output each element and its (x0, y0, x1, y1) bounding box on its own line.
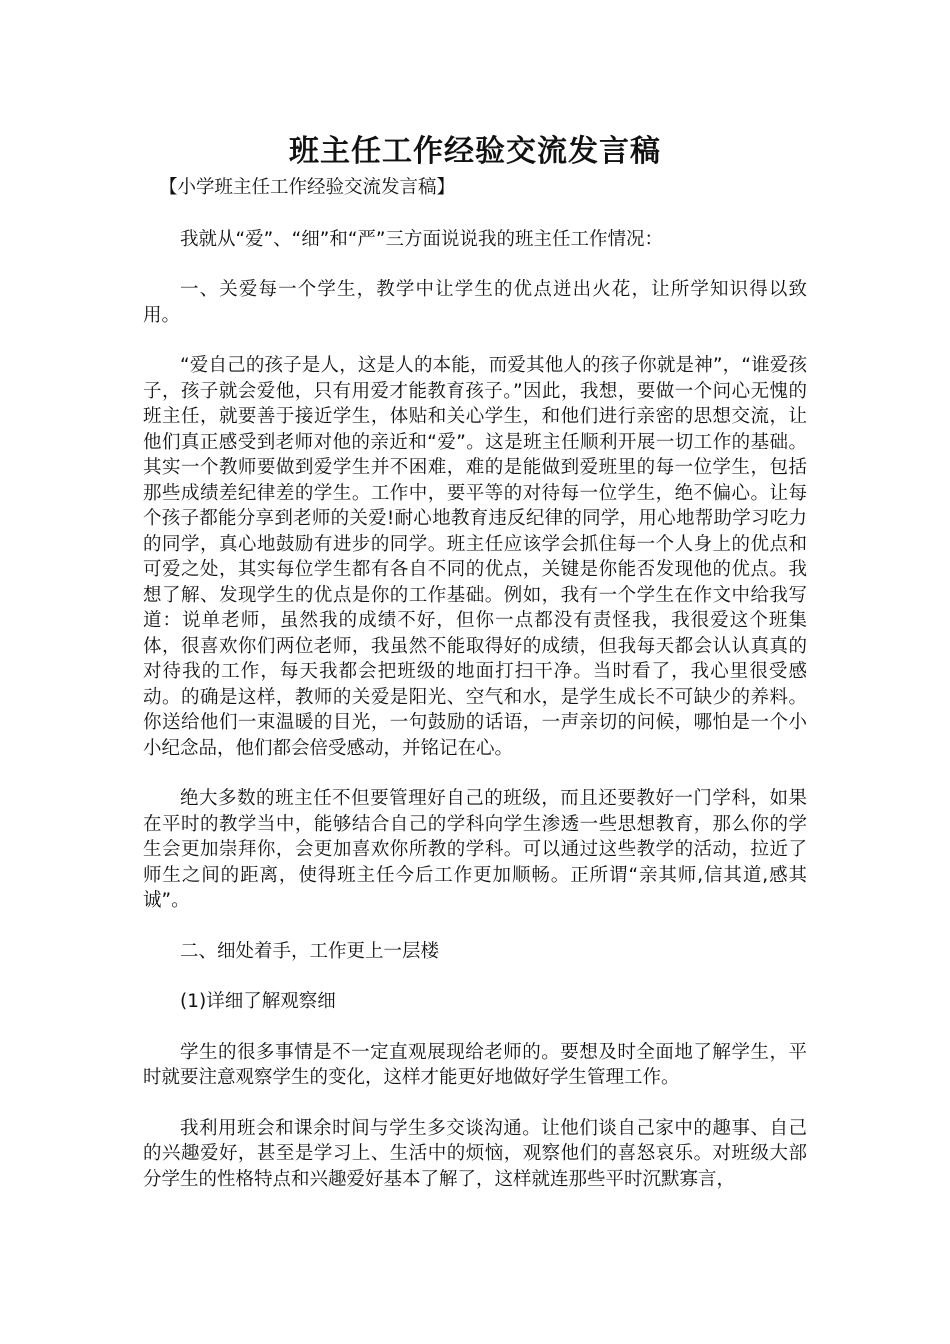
document-subtitle: 【小学班主任工作经验交流发言稿】 (159, 177, 456, 198)
paragraph-observe: 学生的很多事情是不一定直观展现给老师的。要想及时全面地了解学生，平时就要注意观察学生的变化，这样才能更好地做好学生管理工作。 (143, 1041, 807, 1088)
paragraph-intro: 我就从“爱”、“细”和“严”三方面说说我的班主任工作情况： (180, 228, 664, 250)
subsection-heading-observe: (1)详细了解观察细 (180, 991, 336, 1012)
section-heading-detail: 二、细处着手，工作更上一层楼 (180, 940, 440, 962)
paragraph-communicate: 我利用班会和课余时间与学生多交谈沟通。让他们谈自己家中的趣事、自己的兴趣爱好，甚至是学习上、生活中的烦恼，观察他们的喜怒哀乐。对班级大部分学生的性格特点和兴趣爱好基本了解了，这样就连那些平时沉默寡言， (143, 1117, 807, 1190)
paragraph-subject-teaching: 绝大多数的班主任不但要管理好自己的班级，而且还要教好一门学科，如果在平时的教学当中，能够结合自己的学科向学生渗透一些思想教育，那么你的学生会更加崇拜你，会更加喜欢你所教的学科。可以通过这些教学的活动，拉近了师生之间的距离，使得班主任今后工作更加顺畅。正所谓“亲其师,信其道,感其诚”。 (143, 788, 807, 911)
section-heading-love: 一、关爱每一个学生，教学中让学生的优点迸出火花，让所学知识得以致用。 (143, 279, 807, 326)
paragraph-love-detail: “爱自己的孩子是人，这是人的本能，而爱其他人的孩子你就是神”，“谁爱孩子，孩子就会爱他，只有用爱才能教育孩子。”因此，我想，要做一个问心无愧的班主任，就要善于接近学生，体贴和关心学生，和他们进行亲密的思想交流，让他们真正感受到老师对他的亲近和“爱”。这是班主任顺利开展一切工作的基础。其实一个教师要做到爱学生并不困难，难的是能做到爱班里的每一位学生，包括那些成绩差纪律差的学生。工作中，要平等的对待每一位学生，绝不偏心。让每个孩子都能分享到老师的关爱!耐心地教育违反纪律的同学，用心地帮助学习吃力的同学，真心地鼓励有进步的同学。班主任应该学会抓住每一个人身上的优点和可爱之处，其实每位学生都有各自不同的优点，关键是你能否发现他的优点。我想了解、发现学生的优点是你的工作基础。例如，我有一个学生在作文中给我写道：说单老师，虽然我的成绩不好，但你一点都没有责怪我，我很爱这个班集体，很喜欢你们两位老师，我虽然不能取得好的成绩，但我每天都会认认真真的对待我的工作，每天我都会把班级的地面打扫干净。当时看了，我心里很受感动。的确是这样，教师的关爱是阳光、空气和水，是学生成长不可缺少的养料。你送给他们一束温暖的目光，一句鼓励的话语，一声亲切的问候，哪怕是一个小小纪念品，他们都会倍受感动，并铭记在心。 (143, 355, 807, 759)
document-title: 班主任工作经验交流发言稿 (289, 134, 661, 169)
document-body (143, 175, 807, 1192)
